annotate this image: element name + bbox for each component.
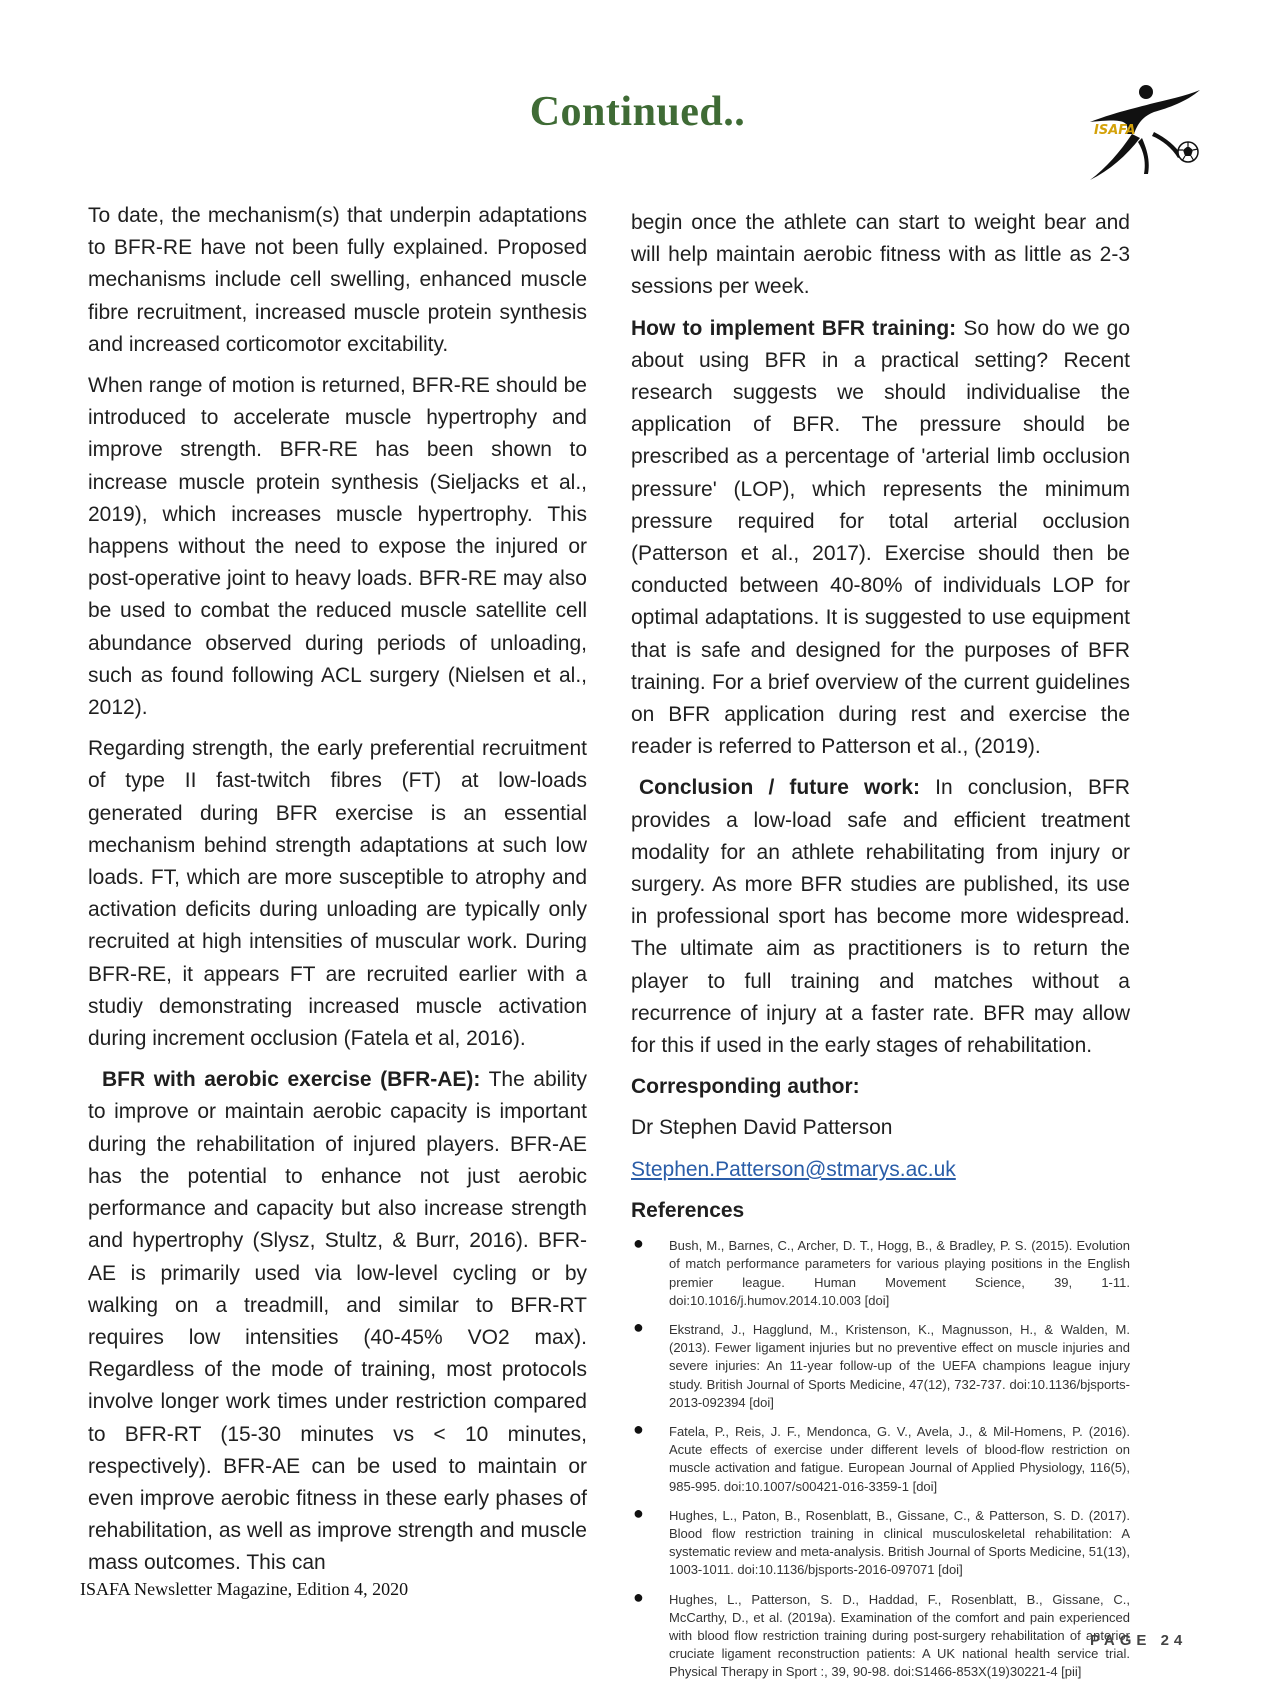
paragraph-weight-bear: begin once the athlete can start to weight bear and will help maintain aerobic fitness with as little as 2-3 sessions per week. [631,211,1130,299]
section-heading-implement: How to implement BFR training: [631,316,957,340]
list-item [631,1418,1130,1496]
reference-text: Hughes, L., Paton, B., Rosenblatt, B., Gissane, C., & Patterson, S. D. (2017). Blood flow restriction training in clinical musculoskeletal rehabilitation: A systematic review and meta-analysis. British Journal of Sports Medicine, 51(13), 1003-1011. doi:10.1136/bjsports-2016-097071 [doi] [669,1507,1130,1578]
reference-text: Hughes, L., Patterson, S. D., Haddad, F., Rosenblatt, B., Gissane, C., McCarthy, D., et al. (2019a). Examination of the comfort and pain experienced with blood flow restriction training during post-surgery rehabilitation of anterior cruciate ligament reconstruction patients: A UK national health service trial. Physical Therapy in Sport :, 39, 90-98. doi:S1466-853X(19)30221-4 [pii] [669,1591,1130,1680]
list-item [631,1502,1130,1580]
svg-text:ISAFA: ISAFA [1094,123,1136,138]
section-heading-conclusion: Conclusion / future work: [639,776,921,800]
reference-text: Ekstrand, J., Hagglund, M., Kristenson, K., Magnusson, H., & Walden, M. (2013). Fewer ligament injuries but no preventive effect on muscle injuries and severe injuries: An 11-year follow-up of the UEFA champions league injury study. British Journal of Sports Medicine, 47(12), 732-737. doi:10.1136/bjsports-2013-092394 [doi] [669,1321,1130,1410]
isafa-logo [1086,82,1202,186]
paragraph-strength: Regarding strength, the early preferential recruitment of type II fast-twitch fibres (FT) at low-loads generated during BFR exercise is an essential mechanism behind strength adaptations at such low loads. FT, which are more susceptible to atrophy and activation deficits during unloading are typically only recruited at high intensities of muscular work. During BFR-RE, it appears FT are recruited earlier with a studiy demonstrating increased muscle activation during increment occlusion (Fatela et al, 2016). [88,737,587,1051]
right-column [631,207,1130,1693]
page-title: Continued.. [529,89,746,135]
bullet-icon: ● [633,1418,644,1439]
paragraph-implement-text: So how do we go about using BFR in a practical setting? Recent research suggests we should individualise the application of BFR. The pressure should be prescribed as a percentage of 'arterial limb occlusion pressure' (LOP), which represents the minimum pressure required for total arterial occlusion (Patterson et al., 2017). Exercise should then be conducted between 40-80% of individuals LOP for optimal adaptations. It is suggested to use equipment that is safe and designed for the purposes of BFR training. For a brief overview of the current guidelines on BFR application during rest and exercise the reader is referred to Patterson et al., (2019). [631,316,1130,759]
paragraph-bfr-ae-text: The ability to improve or maintain aerobic capacity is important during the rehabilitation of injured players. BFR-AE has the potential to enhance not just aerobic performance and capacity but also increase strength and hypertrophy (Slysz, Stultz, & Burr, 2016). BFR-AE is primarily used via low-level cycling or by walking on a treadmill, and similar to BFR-RT requires low intensities (40-45% VO2 max). Regardless of the mode of training, most protocols involve longer work times under restriction compared to BFR-RT (15-30 minutes vs < 10 minutes, respectively). BFR-AE can be used to maintain or even improve aerobic fitness in these early phases of rehabilitation, as well as improve strength and muscle mass outcomes. This can [88,1068,587,1575]
list-item [631,1586,1130,1682]
paragraph-implement [631,313,1130,764]
reference-text: Bush, M., Barnes, C., Archer, D. T., Hogg, B., & Bradley, P. S. (2015). Evolution of match performance parameters for various playing positions in the English premier league. Human Movement Science, 39, 1-11. doi:10.1016/j.humov.2014.10.003 [doi] [669,1238,1130,1308]
references-list [631,1233,1130,1681]
page-number: PAGE 24 [1090,1632,1188,1649]
footer-magazine-title: ISAFA Newsletter Magazine, Edition 4, 2020 [80,1579,409,1599]
left-column [88,200,587,1589]
author-name: Dr Stephen David Patterson [631,1116,893,1140]
bullet-icon: ● [633,1316,644,1337]
paragraph-conclusion [631,772,1130,1062]
paragraph-bfr-re: When range of motion is returned, BFR-RE should be introduced to accelerate muscle hypertrophy and improve strength. BFR-RE has been shown to increase muscle protein synthesis (Sieljacks et al., 2019), which increases muscle hypertrophy. This happens without the need to expose the injured or post-operative joint to heavy loads. BFR-RE may also be used to combat the reduced muscle satellite cell abundance observed during periods of unloading, such as found following ACL surgery (Nielsen et al., 2012). [88,374,587,720]
paragraph-conclusion-text: In conclusion, BFR provides a low-load safe and efficient treatment modality for an athlete rehabilitating from injury or surgery. As more BFR studies are published, its use in professional sport has become more widespread. The ultimate aim as practitioners is to return the player to full training and matches without a recurrence of injury at a faster rate. BFR may allow for this if used in the early stages of rehabilitation. [631,776,1130,1058]
bullet-icon: ● [633,1502,644,1523]
paragraph-bfr-ae [88,1064,587,1579]
list-item [631,1316,1130,1412]
bullet-icon: ● [633,1233,644,1254]
corresponding-author-label: Corresponding author: [631,1075,860,1099]
list-item [631,1233,1130,1310]
bullet-icon: ● [633,1586,644,1607]
references-heading: References [631,1198,745,1222]
author-email-link[interactable]: Stephen.Patterson@stmarys.ac.uk [631,1157,956,1181]
section-heading-bfr-ae: BFR with aerobic exercise (BFR-AE): [102,1068,481,1092]
reference-text: Fatela, P., Reis, J. F., Mendonca, G. V., Avela, J., & Mil-Homens, P. (2016). Acute effects of exercise under different levels of blood-flow restriction on muscle activation and fatigue. European Journal of Applied Physiology, 116(5), 985-995. doi:10.1007/s00421-016-3359-1 [doi] [669,1423,1130,1494]
paragraph-mechanisms: To date, the mechanism(s) that underpin adaptations to BFR-RE have not been fully explained. Proposed mechanisms include cell swelling, enhanced muscle fibre recruitment, increased muscle protein synthesis and increased corticomotor excitability. [88,204,587,356]
